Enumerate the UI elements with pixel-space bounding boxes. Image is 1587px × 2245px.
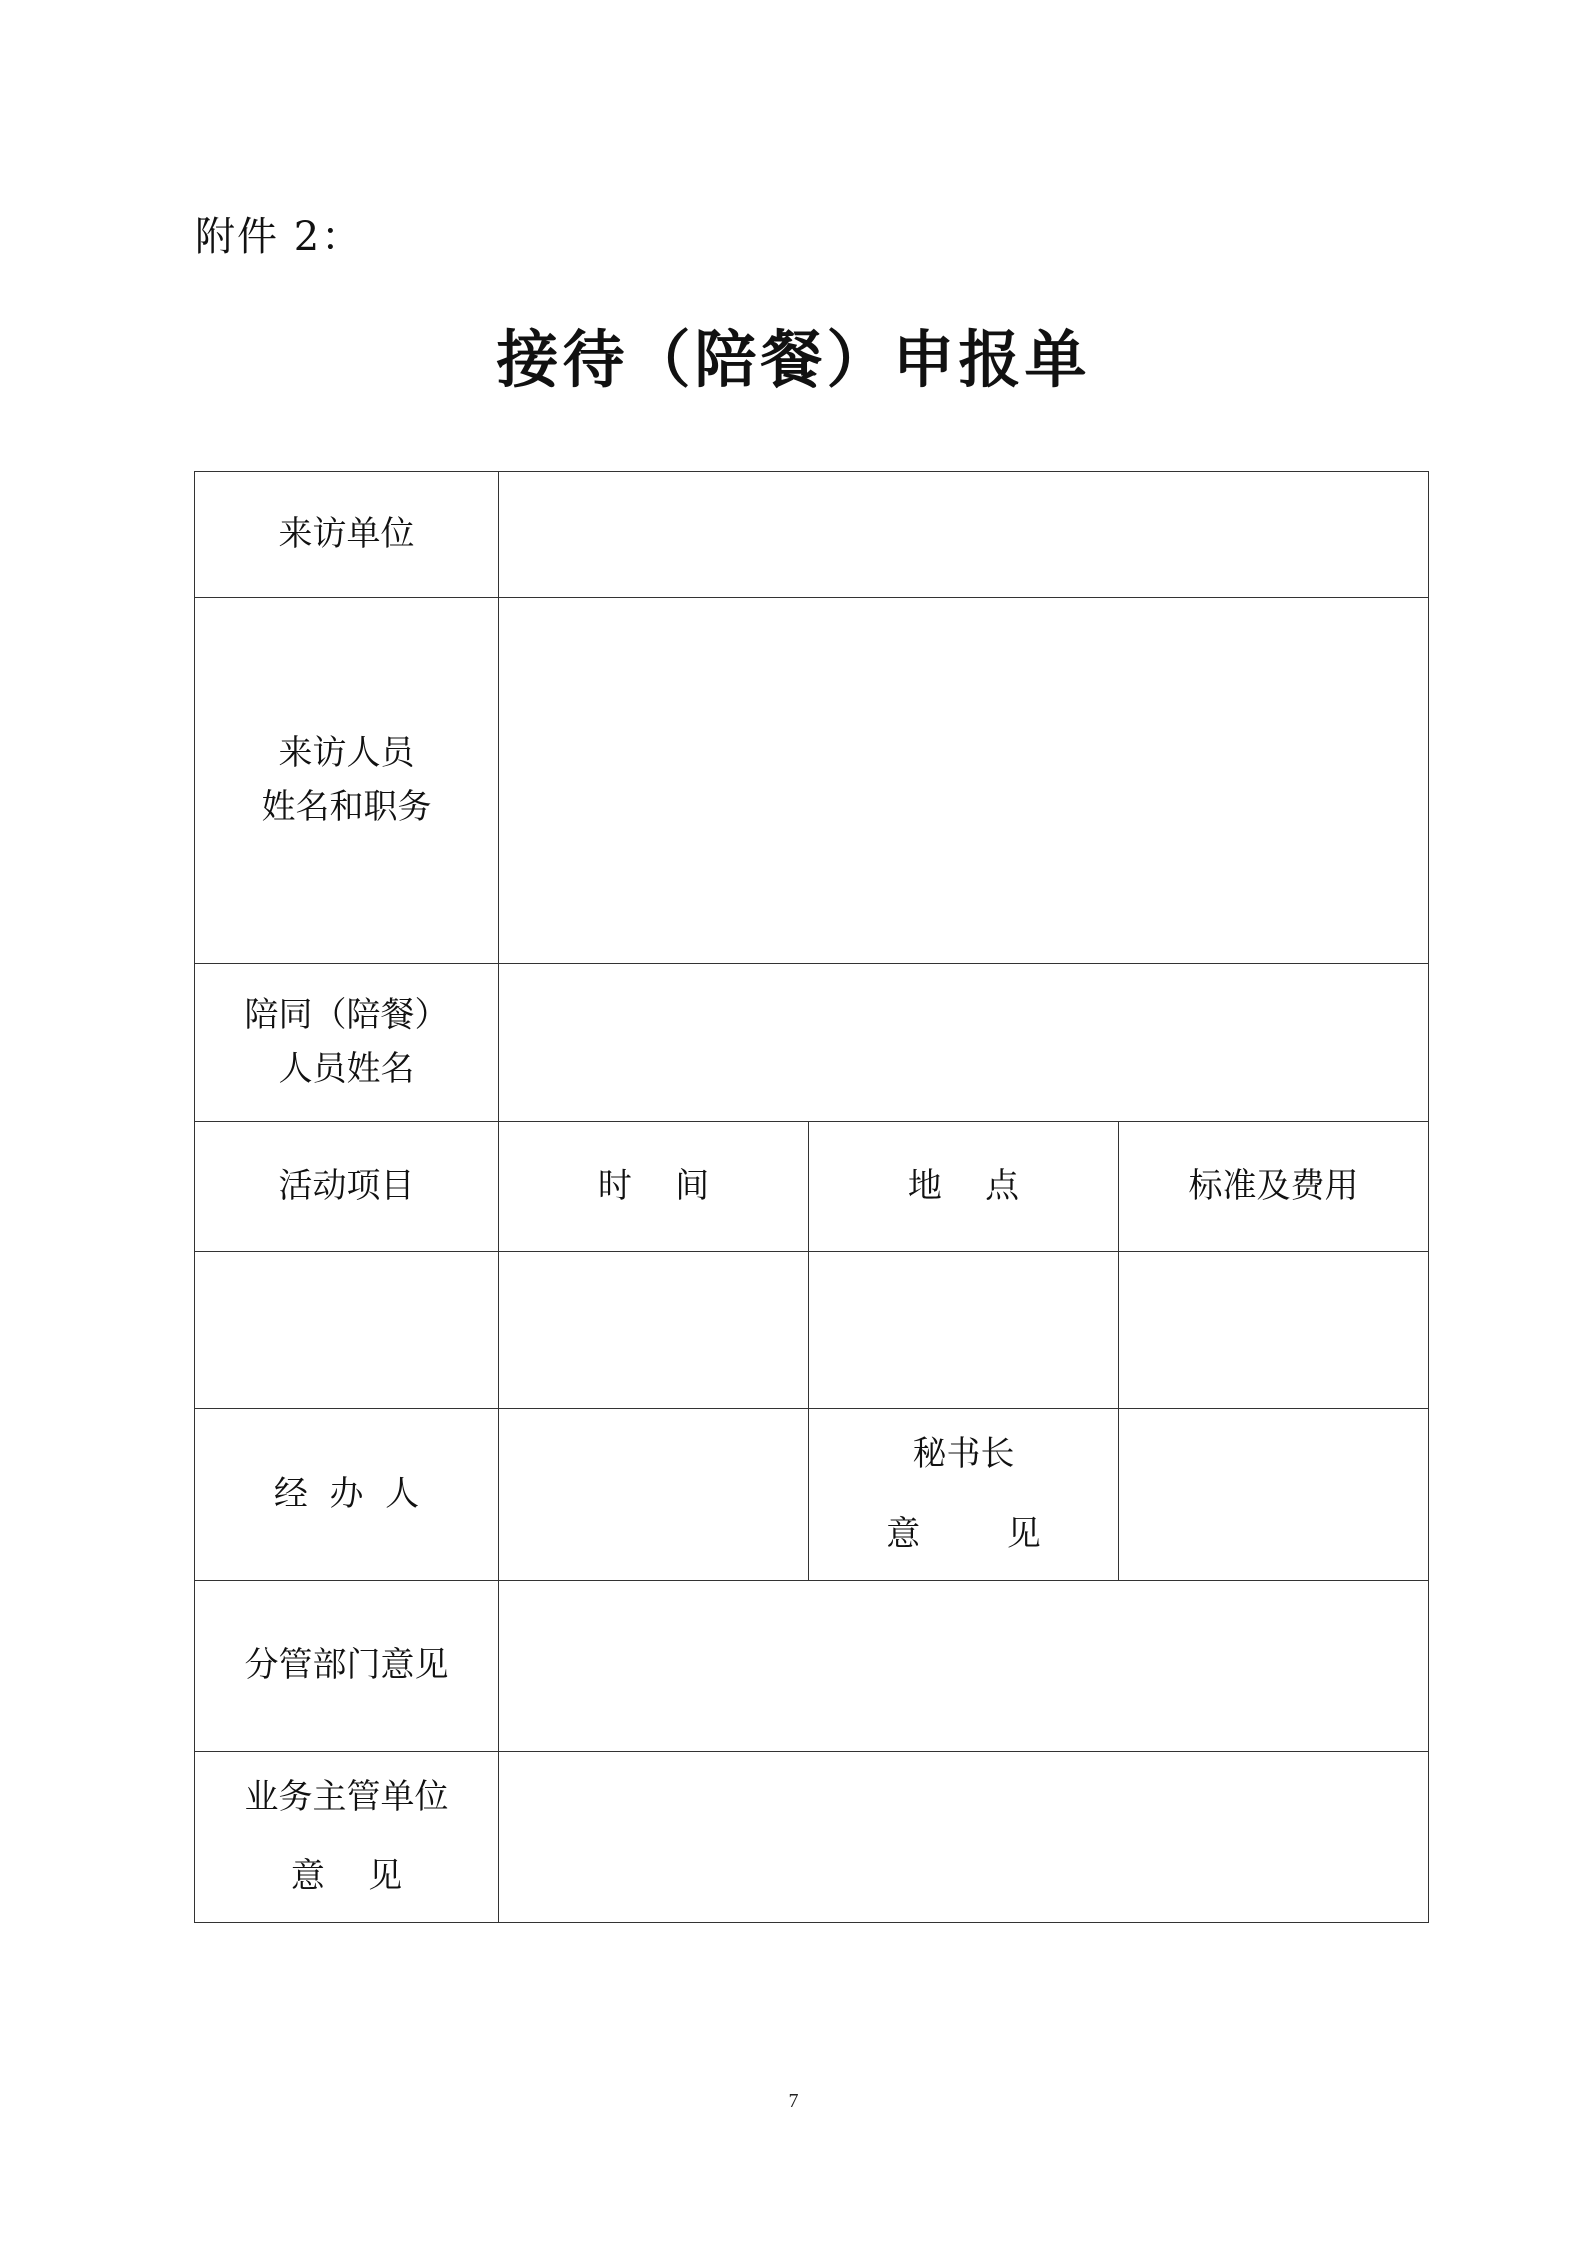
row-visiting-unit xyxy=(195,472,1429,598)
time-field[interactable] xyxy=(499,1252,809,1409)
supervisor-label-line2: 意 见 xyxy=(290,1856,403,1896)
activity-field[interactable] xyxy=(195,1252,499,1409)
row-activity-entry xyxy=(195,1252,1429,1409)
application-form-table xyxy=(194,471,1429,1923)
supervisor-opinion-field[interactable] xyxy=(499,1752,1429,1923)
companion-field[interactable] xyxy=(499,964,1429,1122)
attachment-label: 附件 2： xyxy=(195,214,364,260)
page-number: 7 xyxy=(788,2090,799,2112)
activity-label: 活动项目 xyxy=(195,1122,499,1252)
location-field[interactable] xyxy=(809,1252,1119,1409)
secretary-label-line2: 意 见 xyxy=(886,1513,1041,1554)
visiting-unit-label: 来访单位 xyxy=(195,472,499,598)
handler-field[interactable] xyxy=(499,1409,809,1581)
dept-opinion-label: 分管部门意见 xyxy=(195,1581,499,1752)
standard-cost-field[interactable] xyxy=(1119,1252,1429,1409)
supervisor-label-line1: 业务主管单位 xyxy=(244,1776,449,1817)
companion-label-line1: 陪同（陪餐） xyxy=(244,995,449,1036)
visitor-name-label xyxy=(195,598,499,964)
row-visitor-names xyxy=(195,598,1429,964)
secretary-label xyxy=(809,1409,1119,1581)
companion-label xyxy=(195,964,499,1122)
visiting-unit-field[interactable] xyxy=(499,472,1429,598)
standard-cost-label: 标准及费用 xyxy=(1119,1122,1429,1252)
visitor-name-label-line1: 来访人员 xyxy=(278,733,415,774)
location-label: 地 点 xyxy=(809,1122,1119,1252)
row-companions xyxy=(195,964,1429,1122)
handler-label: 经 办 人 xyxy=(195,1409,499,1581)
row-activity-header xyxy=(195,1122,1429,1252)
secretary-label-line1: 秘书长 xyxy=(912,1434,1015,1475)
time-label: 时 间 xyxy=(499,1122,809,1252)
visitor-name-field[interactable] xyxy=(499,598,1429,964)
companion-label-line2: 人员姓名 xyxy=(278,1048,415,1089)
row-supervisor-opinion xyxy=(195,1752,1429,1923)
form-title: 接待（陪餐）申报单 xyxy=(496,323,1091,396)
secretary-opinion-field[interactable] xyxy=(1119,1409,1429,1581)
visitor-name-label-line2: 姓名和职务 xyxy=(261,786,432,827)
supervisor-label xyxy=(195,1752,499,1923)
row-dept-opinion xyxy=(195,1581,1429,1752)
dept-opinion-field[interactable] xyxy=(499,1581,1429,1752)
row-handler xyxy=(195,1409,1429,1581)
